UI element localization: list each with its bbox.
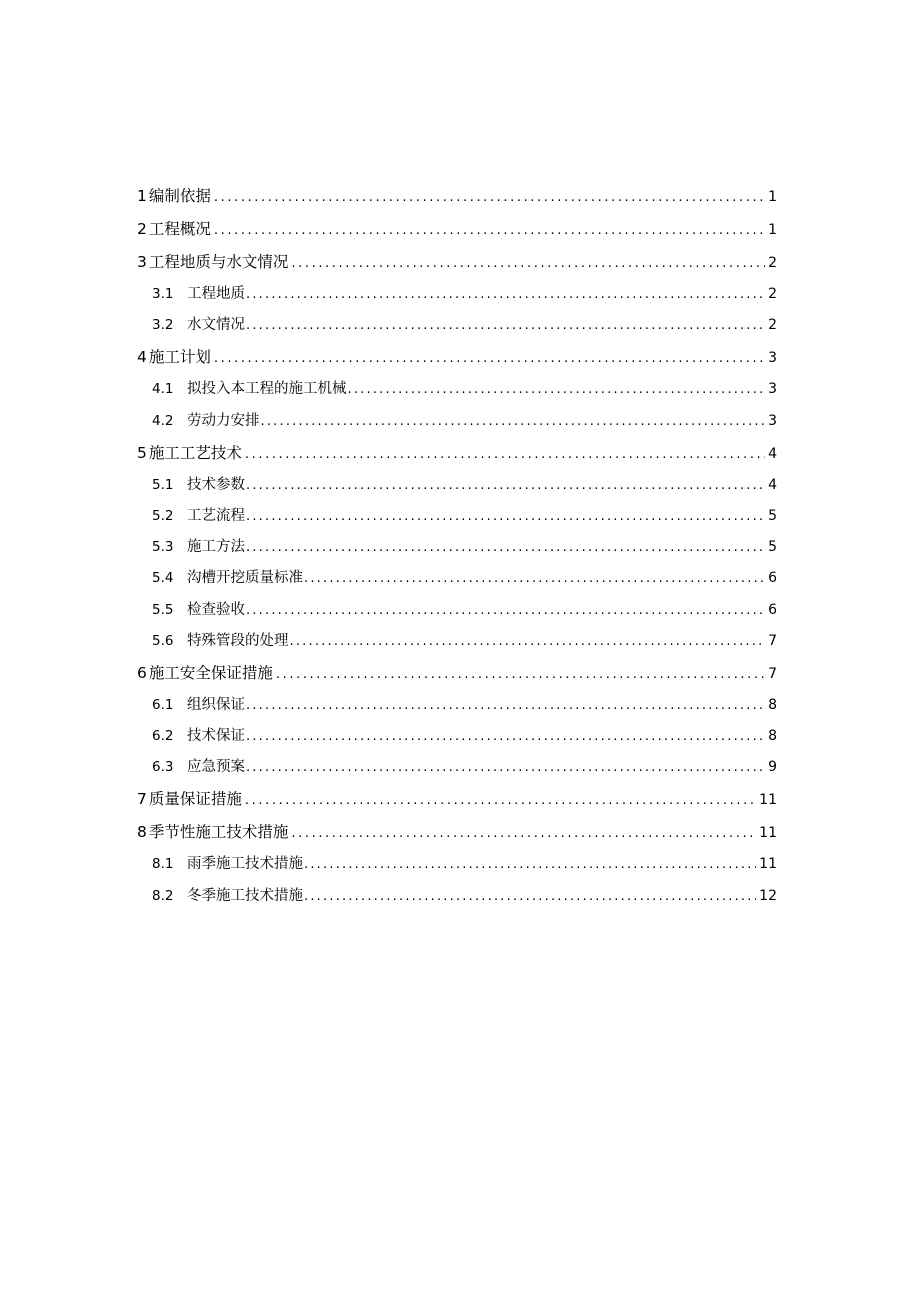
toc-entry-number: 4.1 — [152, 381, 174, 398]
toc-entry-3[interactable] — [137, 246, 777, 279]
toc-dot-leader — [246, 721, 765, 752]
toc-entry-title: 施工方法 — [187, 539, 245, 556]
toc-entry-title: 检查验收 — [187, 601, 245, 618]
toc-entry-5-5[interactable] — [137, 595, 777, 626]
toc-entry-title: 雨季施工技术措施 — [187, 856, 303, 873]
toc-entry-number: 8.2 — [152, 887, 174, 904]
toc-entry-3-1[interactable] — [137, 279, 777, 310]
toc-entry-number: 6.3 — [152, 759, 174, 776]
toc-entry-title: 特殊管段的处理 — [187, 632, 289, 649]
toc-entry-4-1[interactable] — [137, 374, 777, 405]
toc-entry-6-1[interactable] — [137, 690, 777, 721]
toc-entry-number: 5.2 — [152, 507, 174, 524]
toc-entry-title: 冬季施工技术措施 — [187, 887, 303, 904]
toc-entry-title: 技术保证 — [187, 728, 245, 745]
toc-entry-5-3[interactable] — [137, 532, 777, 563]
toc-entry-number: 4.2 — [152, 412, 174, 429]
toc-entry-number: 4 — [137, 348, 147, 367]
toc-dot-leader — [291, 817, 756, 849]
toc-entry-page: 12 — [759, 887, 777, 904]
toc-entry-number: 3.2 — [152, 317, 174, 334]
toc-dot-leader — [214, 342, 765, 374]
toc-dot-leader — [246, 501, 765, 532]
toc-dot-leader — [214, 181, 765, 213]
toc-entry-title: 技术参数 — [187, 476, 245, 493]
toc-entry-6[interactable] — [137, 657, 777, 690]
toc-entry-5-4[interactable] — [137, 563, 777, 594]
toc-dot-leader — [246, 690, 765, 721]
toc-entry-page: 4 — [768, 445, 777, 462]
toc-entry-title: 组织保证 — [187, 696, 245, 713]
toc-entry-4-2[interactable] — [137, 406, 777, 437]
toc-entry-title: 应急预案 — [187, 759, 245, 776]
toc-entry-page: 5 — [768, 539, 777, 556]
toc-entry-page: 1 — [768, 222, 777, 238]
toc-entry-number: 6.2 — [152, 728, 174, 745]
toc-entry-number: 5 — [137, 443, 147, 462]
toc-dot-leader — [246, 470, 765, 501]
toc-entry-6-3[interactable] — [137, 752, 777, 783]
toc-entry-title: 工程概况 — [148, 220, 211, 238]
toc-entry-title: 施工计划 — [148, 348, 211, 367]
toc-dot-leader — [246, 310, 765, 341]
toc-entry-8-1[interactable] — [137, 849, 777, 880]
toc-entry-page: 8 — [768, 728, 777, 745]
toc-entry-page: 3 — [768, 350, 777, 367]
table-of-contents — [137, 180, 777, 912]
toc-entry-number: 5.5 — [152, 601, 174, 618]
toc-entry-page: 7 — [768, 632, 777, 649]
toc-entry-6-2[interactable] — [137, 721, 777, 752]
toc-entry-title: 编制依据 — [148, 187, 211, 205]
toc-entry-4[interactable] — [137, 341, 777, 374]
toc-entry-title: 劳动力安排 — [187, 412, 260, 429]
toc-entry-title: 工程地质 — [187, 286, 245, 302]
toc-entry-1[interactable] — [137, 180, 777, 213]
toc-entry-5-1[interactable] — [137, 470, 777, 501]
toc-entry-number: 2 — [137, 220, 147, 238]
toc-dot-leader — [304, 849, 756, 880]
toc-entry-3-2[interactable] — [137, 310, 777, 341]
toc-entry-page: 3 — [768, 381, 777, 398]
toc-entry-page: 9 — [768, 759, 777, 776]
toc-entry-page: 4 — [768, 476, 777, 493]
toc-entry-page: 3 — [768, 412, 777, 429]
toc-entry-page: 1 — [768, 189, 777, 205]
toc-entry-8[interactable] — [137, 816, 777, 849]
toc-entry-title: 拟投入本工程的施工机械 — [187, 381, 347, 398]
toc-entry-number: 5.3 — [152, 539, 174, 556]
toc-entry-number: 5.4 — [152, 570, 174, 587]
toc-dot-leader — [276, 658, 765, 690]
toc-entry-number: 5.1 — [152, 476, 174, 493]
toc-entry-title: 施工工艺技术 — [148, 443, 242, 462]
toc-entry-page: 11 — [759, 856, 777, 873]
toc-entry-page: 8 — [768, 696, 777, 713]
toc-entry-number: 6.1 — [152, 696, 174, 713]
toc-entry-title: 施工安全保证措施 — [148, 663, 273, 682]
toc-entry-page: 11 — [759, 792, 777, 809]
toc-entry-page: 6 — [768, 570, 777, 587]
toc-entry-number: 3.1 — [152, 286, 174, 302]
toc-entry-page: 7 — [768, 665, 777, 682]
toc-entry-number: 8 — [137, 823, 147, 842]
toc-dot-leader — [246, 532, 765, 563]
toc-entry-2[interactable] — [137, 213, 777, 246]
toc-dot-leader — [245, 784, 756, 816]
toc-entry-8-2[interactable] — [137, 881, 777, 912]
toc-dot-leader — [246, 279, 765, 310]
toc-entry-page: 2 — [768, 286, 777, 302]
toc-entry-5-2[interactable] — [137, 501, 777, 532]
toc-entry-5-6[interactable] — [137, 626, 777, 657]
toc-entry-page: 2 — [768, 255, 777, 271]
toc-entry-number: 8.1 — [152, 856, 174, 873]
toc-dot-leader — [261, 406, 766, 437]
toc-entry-number: 3 — [137, 253, 147, 271]
toc-dot-leader — [246, 595, 765, 626]
toc-dot-leader — [245, 438, 765, 470]
toc-dot-leader — [290, 626, 766, 657]
toc-entry-page: 11 — [759, 825, 777, 842]
toc-dot-leader — [304, 881, 756, 912]
toc-entry-page: 6 — [768, 601, 777, 618]
toc-entry-7[interactable] — [137, 783, 777, 816]
toc-dot-leader — [291, 247, 765, 279]
toc-entry-title: 季节性施工技术措施 — [148, 823, 289, 842]
toc-dot-leader — [304, 563, 765, 594]
toc-entry-number: 7 — [137, 790, 147, 809]
toc-entry-5[interactable] — [137, 437, 777, 470]
toc-dot-leader — [246, 752, 765, 783]
toc-entry-title: 水文情况 — [187, 317, 245, 334]
toc-entry-number: 6 — [137, 663, 147, 682]
toc-entry-page: 2 — [768, 317, 777, 334]
toc-dot-leader — [348, 374, 766, 405]
toc-entry-title: 工艺流程 — [187, 507, 245, 524]
toc-entry-title: 质量保证措施 — [148, 790, 242, 809]
toc-entry-page: 5 — [768, 507, 777, 524]
toc-entry-number: 1 — [137, 187, 147, 205]
toc-entry-title: 沟槽开挖质量标准 — [187, 570, 303, 587]
toc-entry-title: 工程地质与水文情况 — [148, 253, 289, 271]
toc-dot-leader — [214, 214, 765, 246]
toc-entry-number: 5.6 — [152, 632, 174, 649]
